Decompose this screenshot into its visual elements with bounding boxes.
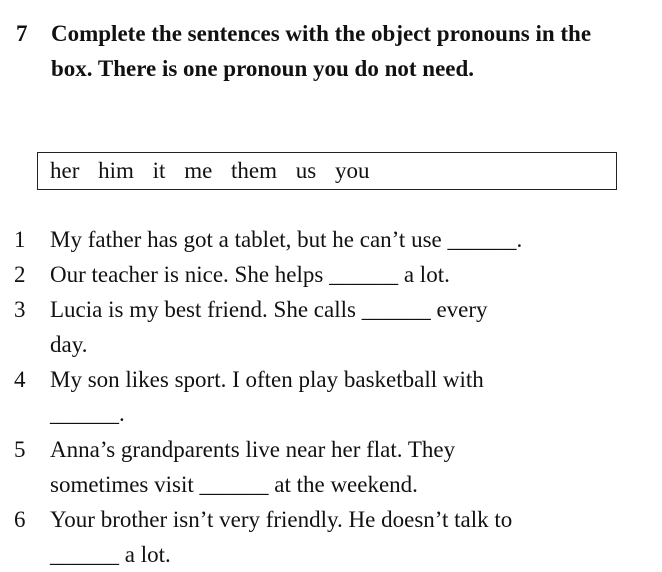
sentence-text: My father has got a tablet, but he can’t use ______. (50, 227, 523, 252)
sentence-number: 3 (14, 297, 26, 322)
sentence-number: 1 (14, 227, 26, 252)
sentence-text-continuation: sometimes visit ______ at the weekend. (50, 472, 418, 497)
word-box-item: them (231, 158, 278, 183)
sentence-text: Your brother isn’t very friendly. He doesn’t talk to (50, 507, 513, 532)
sentence-text: Anna’s grandparents live near her flat. They (50, 437, 456, 462)
sentence-number: 2 (14, 262, 26, 287)
exercise-instruction: Complete the sentences with the object pronouns in the box. There is one pronoun you do not need. (51, 21, 592, 81)
sentence-text: Our teacher is nice. She helps ______ a lot. (50, 262, 450, 287)
sentence-number: 5 (14, 437, 26, 462)
word-box-item: her (50, 158, 80, 183)
sentence-number: 6 (14, 507, 26, 532)
sentence-text-continuation: day. (50, 332, 88, 357)
sentence-text: Lucia is my best friend. She calls ______ every (50, 297, 488, 322)
word-box-item: it (152, 158, 166, 183)
sentence-number: 4 (14, 367, 26, 392)
exercise-number: 7 (16, 21, 28, 46)
word-box-item: you (335, 158, 370, 183)
word-box-item: him (98, 158, 134, 183)
sentence-text-continuation: ______. (50, 401, 125, 426)
sentence-text-continuation: ______ a lot. (50, 542, 171, 567)
word-box-item: me (184, 158, 213, 183)
word-box (37, 152, 617, 190)
sentence-text: My son likes sport. I often play basketball with (50, 367, 484, 392)
word-box-item: us (295, 158, 317, 183)
